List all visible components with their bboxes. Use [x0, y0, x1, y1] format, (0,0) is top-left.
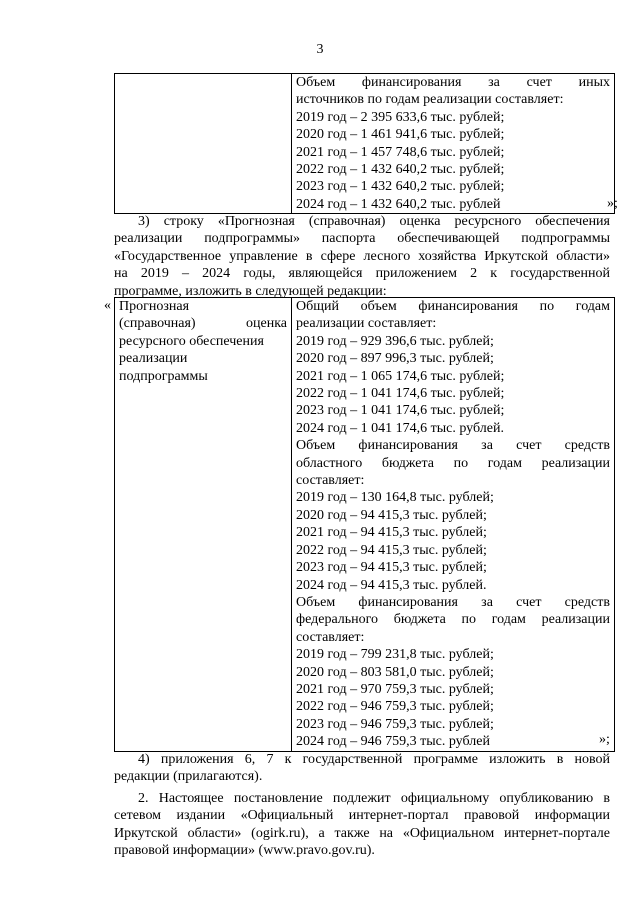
table1-line: 2022 год – 1 432 640,2 тыс. рублей; [296, 162, 505, 178]
table2-right-cell [292, 298, 615, 752]
table2-close-quote: »; [599, 732, 610, 747]
table2-line: областного бюджета по годам реализации [296, 455, 610, 471]
table2-line: 2023 год – 1 041 174,6 тыс. рублей; [296, 403, 505, 419]
paragraph-line: Иркутской области» (ogirk.ru), а также на «Официальном интернет-портале [114, 825, 610, 841]
table2-line: 2020 год – 94 415,3 тыс. рублей; [296, 507, 487, 523]
table2-line: составляет: [296, 473, 365, 489]
table2-line: Объем финансирования за счет средств [296, 594, 610, 610]
paragraph-line: 2. Настоящее постановление подлежит официальному опубликованию в [138, 791, 610, 806]
table2-left-cell [115, 298, 292, 752]
table2-line: 2022 год – 94 415,3 тыс. рублей; [296, 542, 487, 558]
table2-line: 2024 год – 946 759,3 тыс. рублей [296, 734, 490, 750]
forecast-resource-table [114, 297, 615, 752]
table1-right-cell [292, 74, 615, 214]
page-number: 3 [316, 42, 324, 57]
table1-line: 2024 год – 1 432 640,2 тыс. рублей [296, 196, 501, 212]
table2-line: 2019 год – 799 231,8 тыс. рублей; [296, 647, 494, 663]
table1-left-cell [115, 74, 292, 214]
table2-line: 2024 год – 1 041 174,6 тыс. рублей. [296, 420, 504, 436]
paragraph-line: 4) приложения 6, 7 к государственной программе изложить в новой [138, 752, 610, 767]
table1-close-quote: »; [607, 196, 618, 211]
table2-line: федерального бюджета по годам реализации [296, 612, 610, 628]
table2-left-line: ресурсного обеспечения [119, 333, 264, 349]
table2-line: реализации составляет: [296, 316, 437, 332]
paragraph-line: «Государственное управление в сфере лесного хозяйства Иркутской области» [114, 248, 610, 264]
table2-line: 2020 год – 897 996,3 тыс. рублей; [296, 351, 494, 367]
paragraph-line: сетевом издании «Официальный интернет-портал правовой информации [114, 808, 610, 824]
table2-line: 2022 год – 946 759,3 тыс. рублей; [296, 699, 494, 715]
table2-left-line: реализации [119, 351, 188, 367]
table2-open-quote: « [104, 298, 111, 313]
paragraph-line: реализации подпрограммы» паспорта обеспечивающей подпрограммы [114, 231, 610, 247]
table1-line: Объем финансирования за счет иных [296, 75, 610, 90]
table2-line: 2023 год – 946 759,3 тыс. рублей; [296, 716, 494, 732]
paragraph-item-3 [114, 213, 610, 300]
table2-line: 2019 год – 929 396,6 тыс. рублей; [296, 333, 494, 349]
table1-line: 2023 год – 1 432 640,2 тыс. рублей; [296, 179, 505, 195]
paragraph-publication [114, 790, 610, 860]
table1-line: 2019 год – 2 395 633,6 тыс. рублей; [296, 109, 505, 125]
table2-left-line: Прогнозная [119, 299, 190, 314]
table2-line: Общий объем финансирования по годам [296, 299, 610, 314]
table1-line: 2020 год – 1 461 941,6 тыс. рублей; [296, 127, 505, 143]
table2-left-line: подпрограммы [119, 368, 208, 384]
table2-line: составляет: [296, 629, 365, 645]
table1-line: источников по годам реализации составляет: [296, 92, 564, 108]
table2-line: Объем финансирования за счет средств [296, 438, 610, 454]
table2-line: 2022 год – 1 041 174,6 тыс. рублей; [296, 386, 505, 402]
paragraph-line: правовой информации» (www.pravo.gov.ru). [114, 843, 375, 859]
table2-line: 2024 год – 94 415,3 тыс. рублей. [296, 577, 487, 593]
table2-line: 2020 год – 803 581,0 тыс. рублей; [296, 664, 494, 680]
table2-line: 2019 год – 130 164,8 тыс. рублей; [296, 490, 494, 506]
table2-line: 2021 год – 94 415,3 тыс. рублей; [296, 525, 487, 541]
table1-line: 2021 год – 1 457 748,6 тыс. рублей; [296, 144, 505, 160]
table2-line: 2021 год – 1 065 174,6 тыс. рублей; [296, 368, 505, 384]
table2-line: 2021 год – 970 759,3 тыс. рублей; [296, 681, 494, 697]
financing-table-other-sources [114, 73, 615, 214]
table2-line: 2023 год – 94 415,3 тыс. рублей; [296, 560, 487, 576]
paragraph-line: на 2019 – 2024 годы, являющейся приложением 2 к государственной [114, 266, 610, 282]
paragraph-line: программе, изложить в следующей редакции: [114, 283, 387, 299]
paragraph-line: редакции (прилагаются). [114, 769, 263, 785]
paragraph-line: 3) строку «Прогнозная (справочная) оценка ресурсного обеспечения [138, 214, 610, 229]
paragraph-item-4 [114, 751, 610, 786]
table2-left-line: (справочная) оценка [119, 316, 287, 332]
